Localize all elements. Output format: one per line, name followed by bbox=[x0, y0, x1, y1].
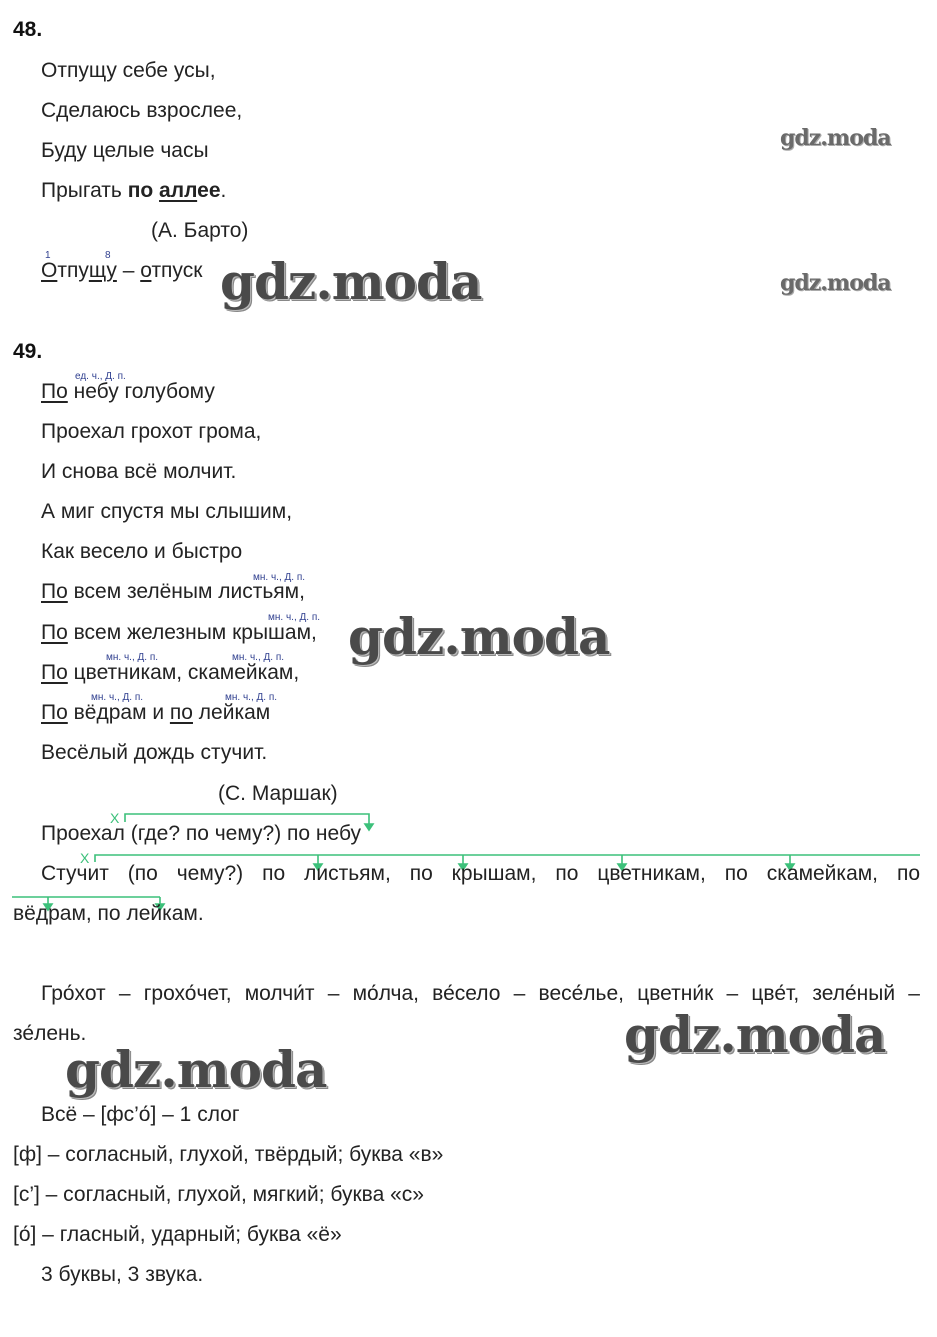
poem-text: цветникам, скамейкам, bbox=[67, 661, 300, 684]
phonetic-line: [о́] – гласный, ударный; буква «ё» bbox=[13, 1223, 342, 1246]
bold-part: ее bbox=[197, 179, 221, 202]
poem-text: Прыгать bbox=[41, 179, 128, 202]
watermark: gdz.moda bbox=[780, 125, 891, 151]
stress-line: зе́лень. bbox=[13, 1022, 87, 1045]
poem-text: небу голубому bbox=[67, 380, 215, 403]
grammar-note: мн. ч., Д. п. bbox=[91, 692, 144, 703]
poem-text: вёдрам и bbox=[67, 701, 170, 724]
word-part: тпу bbox=[57, 259, 89, 282]
poem-line: Буду целые часы bbox=[41, 139, 209, 162]
grammar-note: мн. ч., Д. п. bbox=[268, 612, 321, 623]
poem-line: Весёлый дождь стучит. bbox=[41, 741, 268, 764]
phonetic-line: Всё – [фс’о́] – 1 слог bbox=[41, 1103, 240, 1126]
cross-mark: X bbox=[80, 850, 90, 866]
underlined-letter: щу bbox=[88, 259, 117, 282]
poem-line: Проехал грохот грома, bbox=[41, 420, 262, 443]
phonetic-line: [ф] – согласный, глухой, твёрдый; буква «в» bbox=[13, 1143, 444, 1166]
watermark: gdz.moda bbox=[348, 607, 610, 666]
grammar-note: мн. ч., Д. п. bbox=[232, 652, 285, 663]
poem-line: И снова всё молчит. bbox=[41, 460, 237, 483]
bold-part: по bbox=[127, 179, 160, 202]
preposition: По bbox=[41, 621, 68, 644]
poem-text: лейкам bbox=[192, 701, 271, 724]
watermark: gdz.moda bbox=[780, 270, 891, 296]
cross-mark: X bbox=[110, 810, 120, 826]
underlined-letter: о bbox=[140, 259, 152, 282]
preposition: По bbox=[41, 380, 68, 403]
preposition: По bbox=[41, 661, 68, 684]
poem-line: Сделаюсь взрослее, bbox=[41, 99, 243, 122]
grammar-note: мн. ч., Д. п. bbox=[106, 652, 159, 663]
word-part: тпуск bbox=[151, 259, 203, 282]
grammar-note: ед. ч., Д. п. bbox=[75, 371, 126, 382]
syntax-line: Стучит (по чему?) по листьям, по крышам, по цветникам, по скамейкам, по bbox=[41, 862, 920, 885]
poem-line: Отпущу себе усы, bbox=[41, 59, 216, 82]
poem-text: всем зелёным листьям, bbox=[67, 580, 305, 603]
preposition: по bbox=[169, 701, 193, 724]
watermark: gdz.moda bbox=[220, 252, 482, 311]
mark-1: 1 bbox=[45, 250, 51, 261]
mark-8: 8 bbox=[105, 250, 111, 261]
grammar-note: мн. ч., Д. п. bbox=[253, 572, 306, 583]
exercise-49-number: 49. bbox=[13, 340, 43, 363]
poem-author: (С. Маршак) bbox=[218, 782, 338, 805]
underlined-part: алл bbox=[159, 179, 198, 202]
underlined-letter: О bbox=[41, 259, 58, 282]
preposition: По bbox=[41, 580, 68, 603]
syntax-line: Проехал (где? по чему?) по небу bbox=[41, 822, 362, 845]
phonetic-line: [с’] – согласный, глухой, мягкий; буква «с» bbox=[13, 1183, 424, 1206]
phonetic-line: 3 буквы, 3 звука. bbox=[41, 1263, 204, 1286]
watermark: gdz.moda bbox=[65, 1040, 327, 1099]
poem-text: всем железным крышам, bbox=[67, 621, 317, 644]
poem-text: . bbox=[220, 179, 227, 202]
stress-line: Гро́хот – грохо́чет, молчи́т – мо́лча, ве́село – весе́лье, цветни́к – цве́т, зеле́ный – bbox=[41, 982, 920, 1005]
preposition: По bbox=[41, 701, 68, 724]
poem-author: (А. Барто) bbox=[151, 219, 249, 242]
poem-line: А миг спустя мы слышим, bbox=[41, 500, 293, 523]
grammar-note: мн. ч., Д. п. bbox=[225, 692, 278, 703]
syntax-line: вёдрам, по лейкам. bbox=[13, 902, 204, 925]
watermark: gdz.moda bbox=[624, 1005, 886, 1064]
dash: – bbox=[116, 259, 141, 282]
poem-line: Как весело и быстро bbox=[41, 540, 243, 563]
exercise-48-number: 48. bbox=[13, 18, 43, 41]
